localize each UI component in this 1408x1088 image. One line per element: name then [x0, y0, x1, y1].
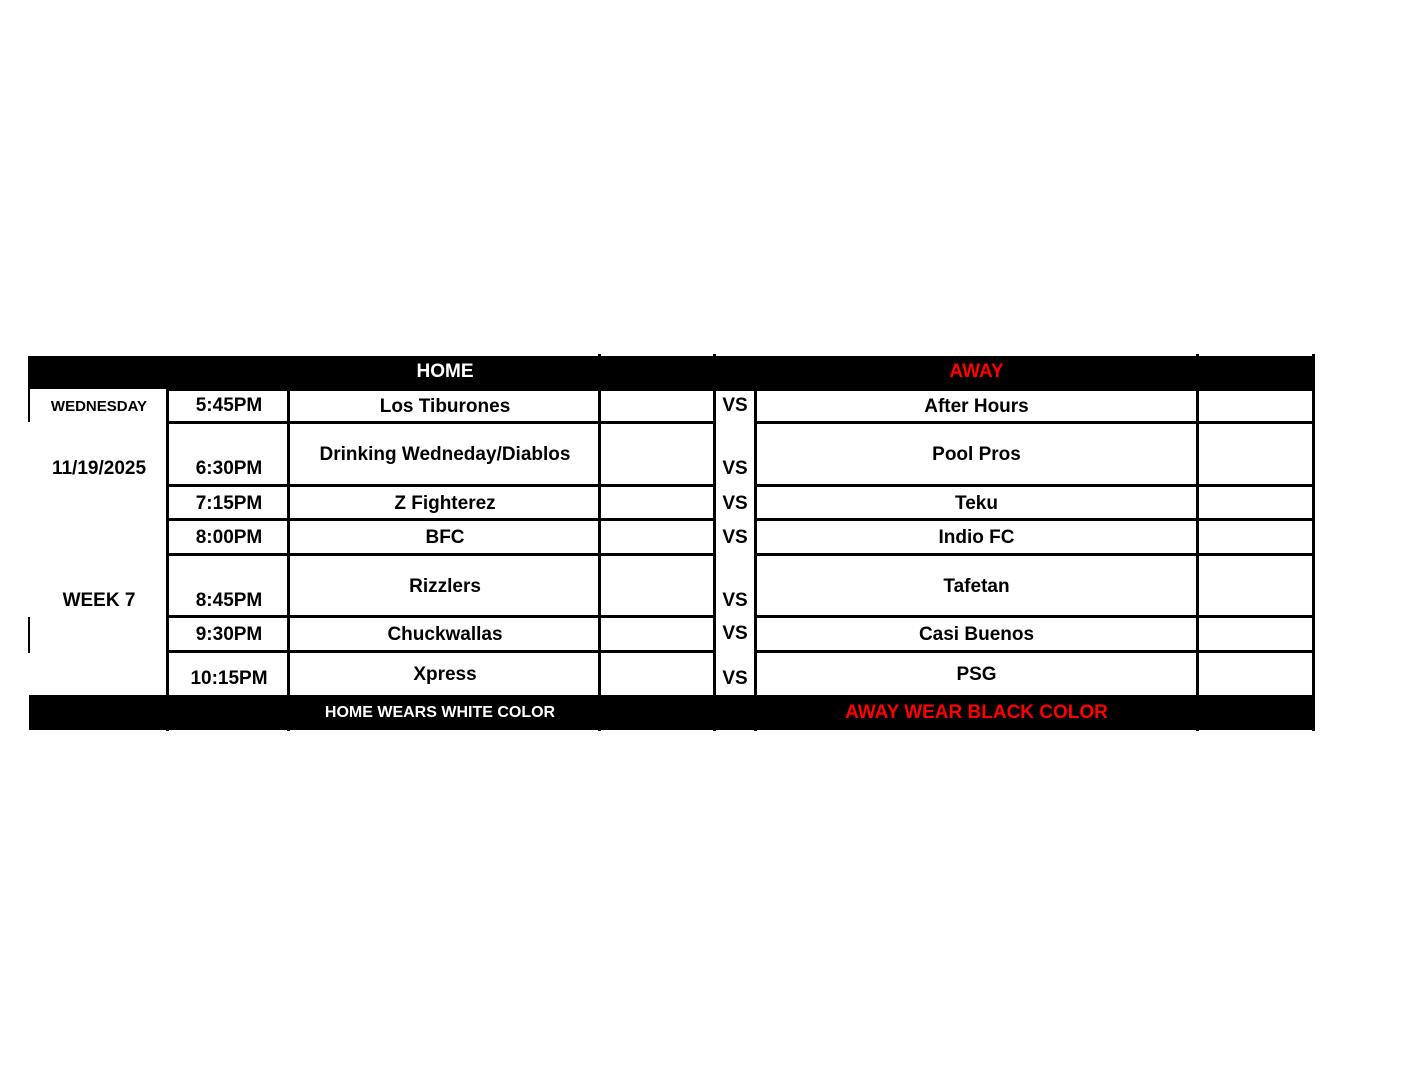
home-header: HOME	[416, 361, 474, 382]
match-time: 5:45PM	[195, 395, 263, 416]
grid-line	[28, 617, 30, 653]
vs-label: VS	[722, 493, 748, 514]
away-team: PSG	[956, 664, 997, 685]
vs-label: VS	[722, 527, 748, 548]
grid-line	[167, 484, 715, 487]
home-team: Chuckwallas	[387, 624, 503, 645]
grid-line	[754, 421, 1315, 424]
grid-line	[754, 553, 1315, 556]
away-team: Teku	[955, 493, 998, 514]
match-time: 7:15PM	[195, 493, 263, 514]
match-time: 8:45PM	[195, 590, 263, 611]
match-time: 8:00PM	[195, 527, 263, 548]
grid-line	[1312, 354, 1315, 731]
home-team: Los Tiburones	[379, 396, 511, 417]
vs-label: VS	[722, 623, 748, 644]
home-team: BFC	[425, 527, 465, 548]
vs-label: VS	[722, 458, 748, 479]
match-time: 6:30PM	[195, 458, 263, 479]
home-team: Z Fighterez	[394, 493, 496, 514]
grid-line	[754, 518, 1315, 521]
vs-label: VS	[722, 395, 748, 416]
home-team: Rizzlers	[409, 576, 481, 597]
date-label: 11/19/2025	[51, 458, 147, 479]
away-color-note: AWAY WEAR BLACK COLOR	[845, 702, 1108, 723]
grid-line	[754, 650, 1315, 653]
vs-label: VS	[722, 668, 748, 689]
grid-line	[167, 615, 715, 618]
home-team: Drinking Wedneday/Diablos	[319, 444, 571, 465]
away-header: AWAY	[949, 361, 1004, 382]
away-team: Pool Pros	[932, 444, 1021, 465]
away-team: Indio FC	[938, 527, 1015, 548]
grid-line	[167, 421, 715, 424]
away-team: Casi Buenos	[918, 624, 1035, 645]
grid-line	[167, 518, 715, 521]
day-label: WEDNESDAY	[50, 398, 148, 415]
match-time: 9:30PM	[195, 624, 263, 645]
vs-label: VS	[722, 590, 748, 611]
grid-line	[167, 553, 715, 556]
home-color-note: HOME WEARS WHITE COLOR	[324, 704, 556, 721]
grid-line	[167, 650, 715, 653]
away-team: Tafetan	[943, 576, 1010, 597]
grid-line	[754, 615, 1315, 618]
home-team: Xpress	[413, 664, 477, 685]
grid-line	[754, 484, 1315, 487]
grid-line	[167, 388, 1315, 391]
away-team: After Hours	[924, 396, 1029, 417]
week-label: WEEK 7	[62, 590, 136, 611]
match-time: 10:15PM	[190, 668, 268, 689]
